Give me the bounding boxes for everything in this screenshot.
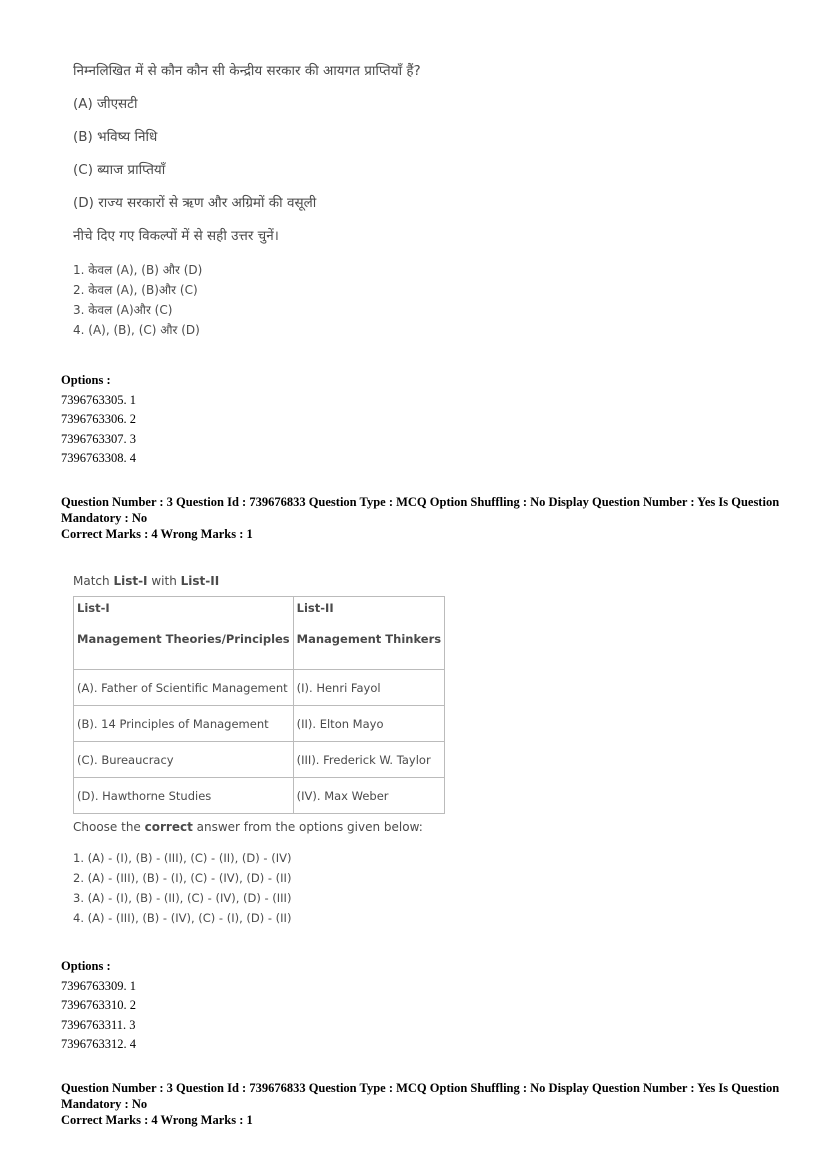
- question1-item-c: (C) ब्याज प्राप्तियाँ: [73, 162, 166, 178]
- list2-cell: (IV). Max Weber: [293, 778, 444, 814]
- question1-item-a: (A) जीएसटी: [73, 96, 138, 112]
- option-id-2: 7396763306. 2: [61, 412, 136, 426]
- match-instr-list1: List-I: [113, 574, 148, 588]
- question1-choice-2: 2. केवल (A), (B)और (C): [73, 283, 198, 297]
- table-row: [74, 706, 445, 742]
- question2-choice-2: 2. (A) - (III), (B) - (I), (C) - (IV), (D) - (II): [73, 871, 292, 885]
- option-id-1: 7396763305. 1: [61, 392, 136, 407]
- option-id-1: 7396763309. 1: [61, 978, 136, 993]
- option-id-4: 7396763312. 4: [61, 1037, 136, 1051]
- list1-title: List-I: [77, 601, 110, 615]
- match-instruction: [73, 574, 473, 588]
- list1-cell: (C). Bureaucracy: [74, 742, 294, 778]
- question1-stem: निम्नलिखित में से कौन कौन सी केन्द्रीय सरकार की आयगत प्राप्तियाँ हैं?: [73, 63, 421, 79]
- question-info-line: Question Number : 3 Question Id : 739676833 Question Type : MCQ Option Shuffling : No Display Question Number : Yes Is Question Mandatory : No: [61, 495, 780, 525]
- question2-options: [61, 957, 136, 1055]
- list2-title: List-II: [296, 601, 334, 615]
- question1-choice-1: 1. केवल (A), (B) और (D): [73, 263, 203, 277]
- list1-cell: (B). 14 Principles of Management: [74, 706, 294, 742]
- list2-cell: (III). Frederick W. Taylor: [293, 742, 444, 778]
- table-row: [74, 778, 445, 814]
- marks-line: Correct Marks : 4 Wrong Marks : 1: [61, 527, 253, 541]
- question1-item-d: (D) राज्य सरकारों से ऋण और अग्रिमों की वसूली: [73, 195, 317, 211]
- match-instr-list2: List-II: [180, 574, 220, 588]
- match-table-header: [74, 597, 445, 670]
- table-row: [74, 742, 445, 778]
- choose-instruction: [73, 820, 473, 834]
- question1-image: [73, 62, 473, 340]
- question1-choice-4: 4. (A), (B), (C) और (D): [73, 323, 200, 337]
- list1-cell: (D). Hawthorne Studies: [74, 778, 294, 814]
- question2-choice-4: 4. (A) - (III), (B) - (IV), (C) - (I), (D) - (II): [73, 911, 292, 925]
- question-info-line: Question Number : 3 Question Id : 739676833 Question Type : MCQ Option Shuffling : No Display Question Number : Yes Is Question Mandatory : No: [61, 1081, 780, 1111]
- list2-subtitle: Management Thinkers: [296, 632, 442, 646]
- match-instr-mid: with: [147, 574, 181, 588]
- list1-cell: (A). Father of Scientific Management: [74, 670, 294, 706]
- question2-meta: [61, 494, 781, 542]
- list2-cell: (I). Henri Fayol: [293, 670, 444, 706]
- question2-choice-3: 3. (A) - (I), (B) - (II), (C) - (IV), (D) - (III): [73, 891, 292, 905]
- option-id-3: 7396763311. 3: [61, 1017, 136, 1032]
- match-instr-pre: Match: [73, 574, 114, 588]
- question2-image: [73, 574, 473, 928]
- question1-instruction: नीचे दिए गए विकल्पों में से सही उत्तर चुनें।: [73, 228, 279, 244]
- question2-choice-1: 1. (A) - (I), (B) - (III), (C) - (II), (D) - (IV): [73, 851, 292, 865]
- match-table: [73, 596, 445, 814]
- options-label: Options :: [61, 373, 111, 387]
- question3-meta: [61, 1080, 781, 1128]
- choose-bold: correct: [144, 820, 193, 834]
- option-id-2: 7396763310. 2: [61, 998, 136, 1012]
- option-id-3: 7396763307. 3: [61, 431, 136, 446]
- list1-subtitle: Management Theories/Principles: [77, 632, 290, 646]
- question1-item-b: (B) भविष्य निधि: [73, 129, 158, 145]
- choose-post: answer from the options given below:: [192, 820, 423, 834]
- list2-cell: (II). Elton Mayo: [293, 706, 444, 742]
- option-id-4: 7396763308. 4: [61, 451, 136, 465]
- question1-choices: [73, 260, 473, 340]
- list2-header: [293, 597, 444, 670]
- options-label: Options :: [61, 959, 111, 973]
- table-row: [74, 670, 445, 706]
- question2-choices: [73, 848, 473, 928]
- marks-line: Correct Marks : 4 Wrong Marks : 1: [61, 1113, 253, 1127]
- choose-pre: Choose the: [73, 820, 145, 834]
- question1-choice-3: 3. केवल (A)और (C): [73, 303, 173, 317]
- list1-header: [74, 597, 294, 670]
- question1-options: [61, 371, 136, 469]
